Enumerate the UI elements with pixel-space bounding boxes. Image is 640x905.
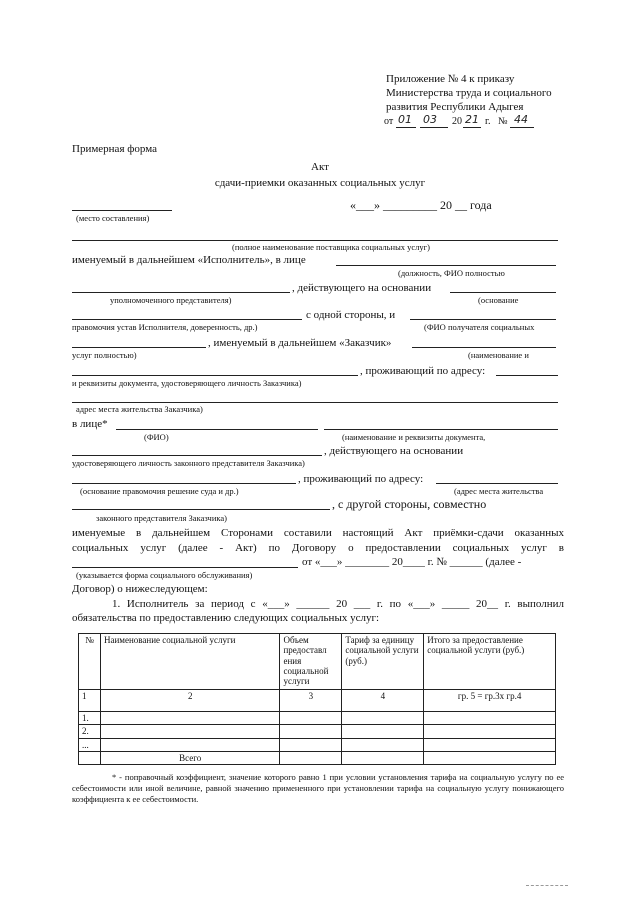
colnum-4: 4 bbox=[342, 690, 424, 712]
recipient-caption: (ФИО получателя социальных bbox=[424, 322, 535, 332]
footnote-text: - поправочный коэффициент, значение которого равно 1 при условии установления тарифа на социальную услугу по ее себестоимости или иной величине, равной значению примененного при установлении тарифа на социальную услугу понижающего коэффициента к ее себестоимости. bbox=[72, 772, 564, 805]
table-cell bbox=[424, 712, 556, 725]
table-cell bbox=[100, 712, 279, 725]
parties-line: именуемые в дальнейшем Сторонами составили настоящий Акт приёмки-сдачи оказанных bbox=[72, 527, 564, 539]
table-cell bbox=[424, 752, 556, 765]
order-year: 21 bbox=[465, 113, 479, 126]
table-row bbox=[79, 725, 556, 738]
row-number: 2. bbox=[79, 725, 101, 738]
place-caption: (место составления) bbox=[76, 213, 150, 223]
header-number: № bbox=[79, 634, 101, 690]
legal-rep-caption-2: законного представителя Заказчика) bbox=[96, 513, 227, 523]
table-cell bbox=[424, 738, 556, 751]
table-cell bbox=[342, 712, 424, 725]
page-edge-mark bbox=[526, 885, 568, 886]
total-row bbox=[79, 752, 556, 765]
table-header-row bbox=[79, 634, 556, 690]
customer-address-caption: адрес места жительства Заказчика) bbox=[76, 404, 203, 414]
column-numbers-row bbox=[79, 690, 556, 712]
row-number: 1. bbox=[79, 712, 101, 725]
order-number: 44 bbox=[514, 113, 528, 126]
table-cell bbox=[280, 725, 342, 738]
name-and-caption: (наименование и bbox=[468, 350, 529, 360]
provider-caption: (полное наименование поставщика социальных услуг) bbox=[232, 242, 430, 252]
footnote-mark: * bbox=[112, 772, 117, 782]
item1-line-1: 1. Исполнитель за период с «___» ______ 20 ___ г. по «___» _____ 20__ г. выполнил bbox=[112, 598, 564, 610]
one-side-line: с одной стороны, и bbox=[306, 309, 396, 321]
residing-line-2: , проживающий по адресу: bbox=[298, 473, 424, 485]
table-cell bbox=[100, 725, 279, 738]
fio-caption: (ФИО) bbox=[144, 432, 169, 442]
annex-line-1: Приложение № 4 к приказу bbox=[386, 73, 515, 85]
row-number: ... bbox=[79, 738, 101, 751]
annex-line-2: Министерства труда и социального bbox=[386, 87, 552, 99]
legal-rep-caption: удостоверяющего личность законного представителя Заказчика) bbox=[72, 458, 305, 468]
colnum-2: 2 bbox=[100, 690, 279, 712]
acting-basis-line-2: , действующего на основании bbox=[324, 445, 464, 457]
colnum-5: гр. 5 = гр.3х гр.4 bbox=[424, 690, 556, 712]
position-caption: (должность, ФИО полностью bbox=[398, 268, 505, 278]
header-tariff: Тариф за единицу социальной услуги (руб.) bbox=[342, 634, 424, 690]
services-full-caption: услуг полностью) bbox=[72, 350, 137, 360]
service-form-caption: (указывается форма социального обслуживания) bbox=[76, 570, 253, 580]
act-subtitle: сдачи-приемки оказанных социальных услуг bbox=[214, 177, 426, 189]
order-number-prefix: № bbox=[498, 116, 508, 127]
act-date-field: «___» _________ 20 __ года bbox=[350, 198, 492, 212]
table-cell bbox=[280, 752, 342, 765]
table-cell bbox=[100, 738, 279, 751]
act-line: социальных услуг (далее - Акт) по Договору о предоставлении социальных услуг в bbox=[72, 542, 564, 554]
contract-line: Договор) о нижеследующем: bbox=[72, 583, 208, 595]
table-cell bbox=[79, 752, 101, 765]
form-type-label: Примерная форма bbox=[72, 143, 157, 155]
acting-basis-line: , действующего на основании bbox=[292, 282, 432, 294]
id-doc-caption: и реквизиты документа, удостоверяющего личность Заказчика) bbox=[72, 378, 302, 388]
colnum-1: 1 bbox=[79, 690, 101, 712]
footnote bbox=[72, 772, 564, 805]
address-caption: (адрес места жительства bbox=[454, 486, 544, 496]
act-title: Акт bbox=[311, 161, 329, 173]
court-caption: (основание правомочия решение суда и др.) bbox=[80, 486, 239, 496]
in-person-label: в лице* bbox=[72, 418, 108, 430]
table-cell bbox=[342, 738, 424, 751]
customer-line: , именуемый в дальнейшем «Заказчик» bbox=[208, 337, 392, 349]
order-date-day: 01 bbox=[398, 113, 412, 126]
header-service-name: Наименование социальной услуги bbox=[100, 634, 279, 690]
order-g: г. bbox=[485, 116, 491, 127]
table-cell bbox=[280, 738, 342, 751]
residing-line: , проживающий по адресу: bbox=[360, 365, 486, 377]
table-cell bbox=[280, 712, 342, 725]
header-volume: Объем предоставл ения социальной услуги bbox=[280, 634, 342, 690]
authorized-caption: уполномоченного представителя) bbox=[110, 295, 232, 305]
doc-name-caption: (наименование и реквизиты документа, bbox=[342, 432, 486, 442]
table-row bbox=[79, 738, 556, 751]
services-table bbox=[78, 633, 556, 765]
colnum-3: 3 bbox=[280, 690, 342, 712]
powers-caption: правомочия устав Исполнителя, доверенность, др.) bbox=[72, 322, 258, 332]
executor-line: именуемый в дальнейшем «Исполнитель», в лице bbox=[72, 254, 306, 266]
other-side-line: , с другой стороны, совместно bbox=[332, 497, 487, 511]
total-label: Всего bbox=[100, 752, 279, 765]
table-row bbox=[79, 712, 556, 725]
order-date-prefix: от bbox=[384, 116, 394, 127]
basis-caption: (основание bbox=[478, 295, 519, 305]
order-date-month: 03 bbox=[423, 113, 437, 126]
header-total: Итого за предоставление социальной услуги (руб.) bbox=[424, 634, 556, 690]
order-year-prefix: 20 bbox=[452, 116, 462, 127]
item1-line-2: обязательства по предоставлению следующих социальных услуг: bbox=[72, 612, 380, 624]
table-cell bbox=[342, 725, 424, 738]
table-cell bbox=[424, 725, 556, 738]
annex-line-3: развития Республики Адыгея bbox=[386, 101, 524, 113]
contract-date-line: от «___» ________ 20____ г. № ______ (далее - bbox=[302, 556, 522, 568]
table-cell bbox=[342, 752, 424, 765]
